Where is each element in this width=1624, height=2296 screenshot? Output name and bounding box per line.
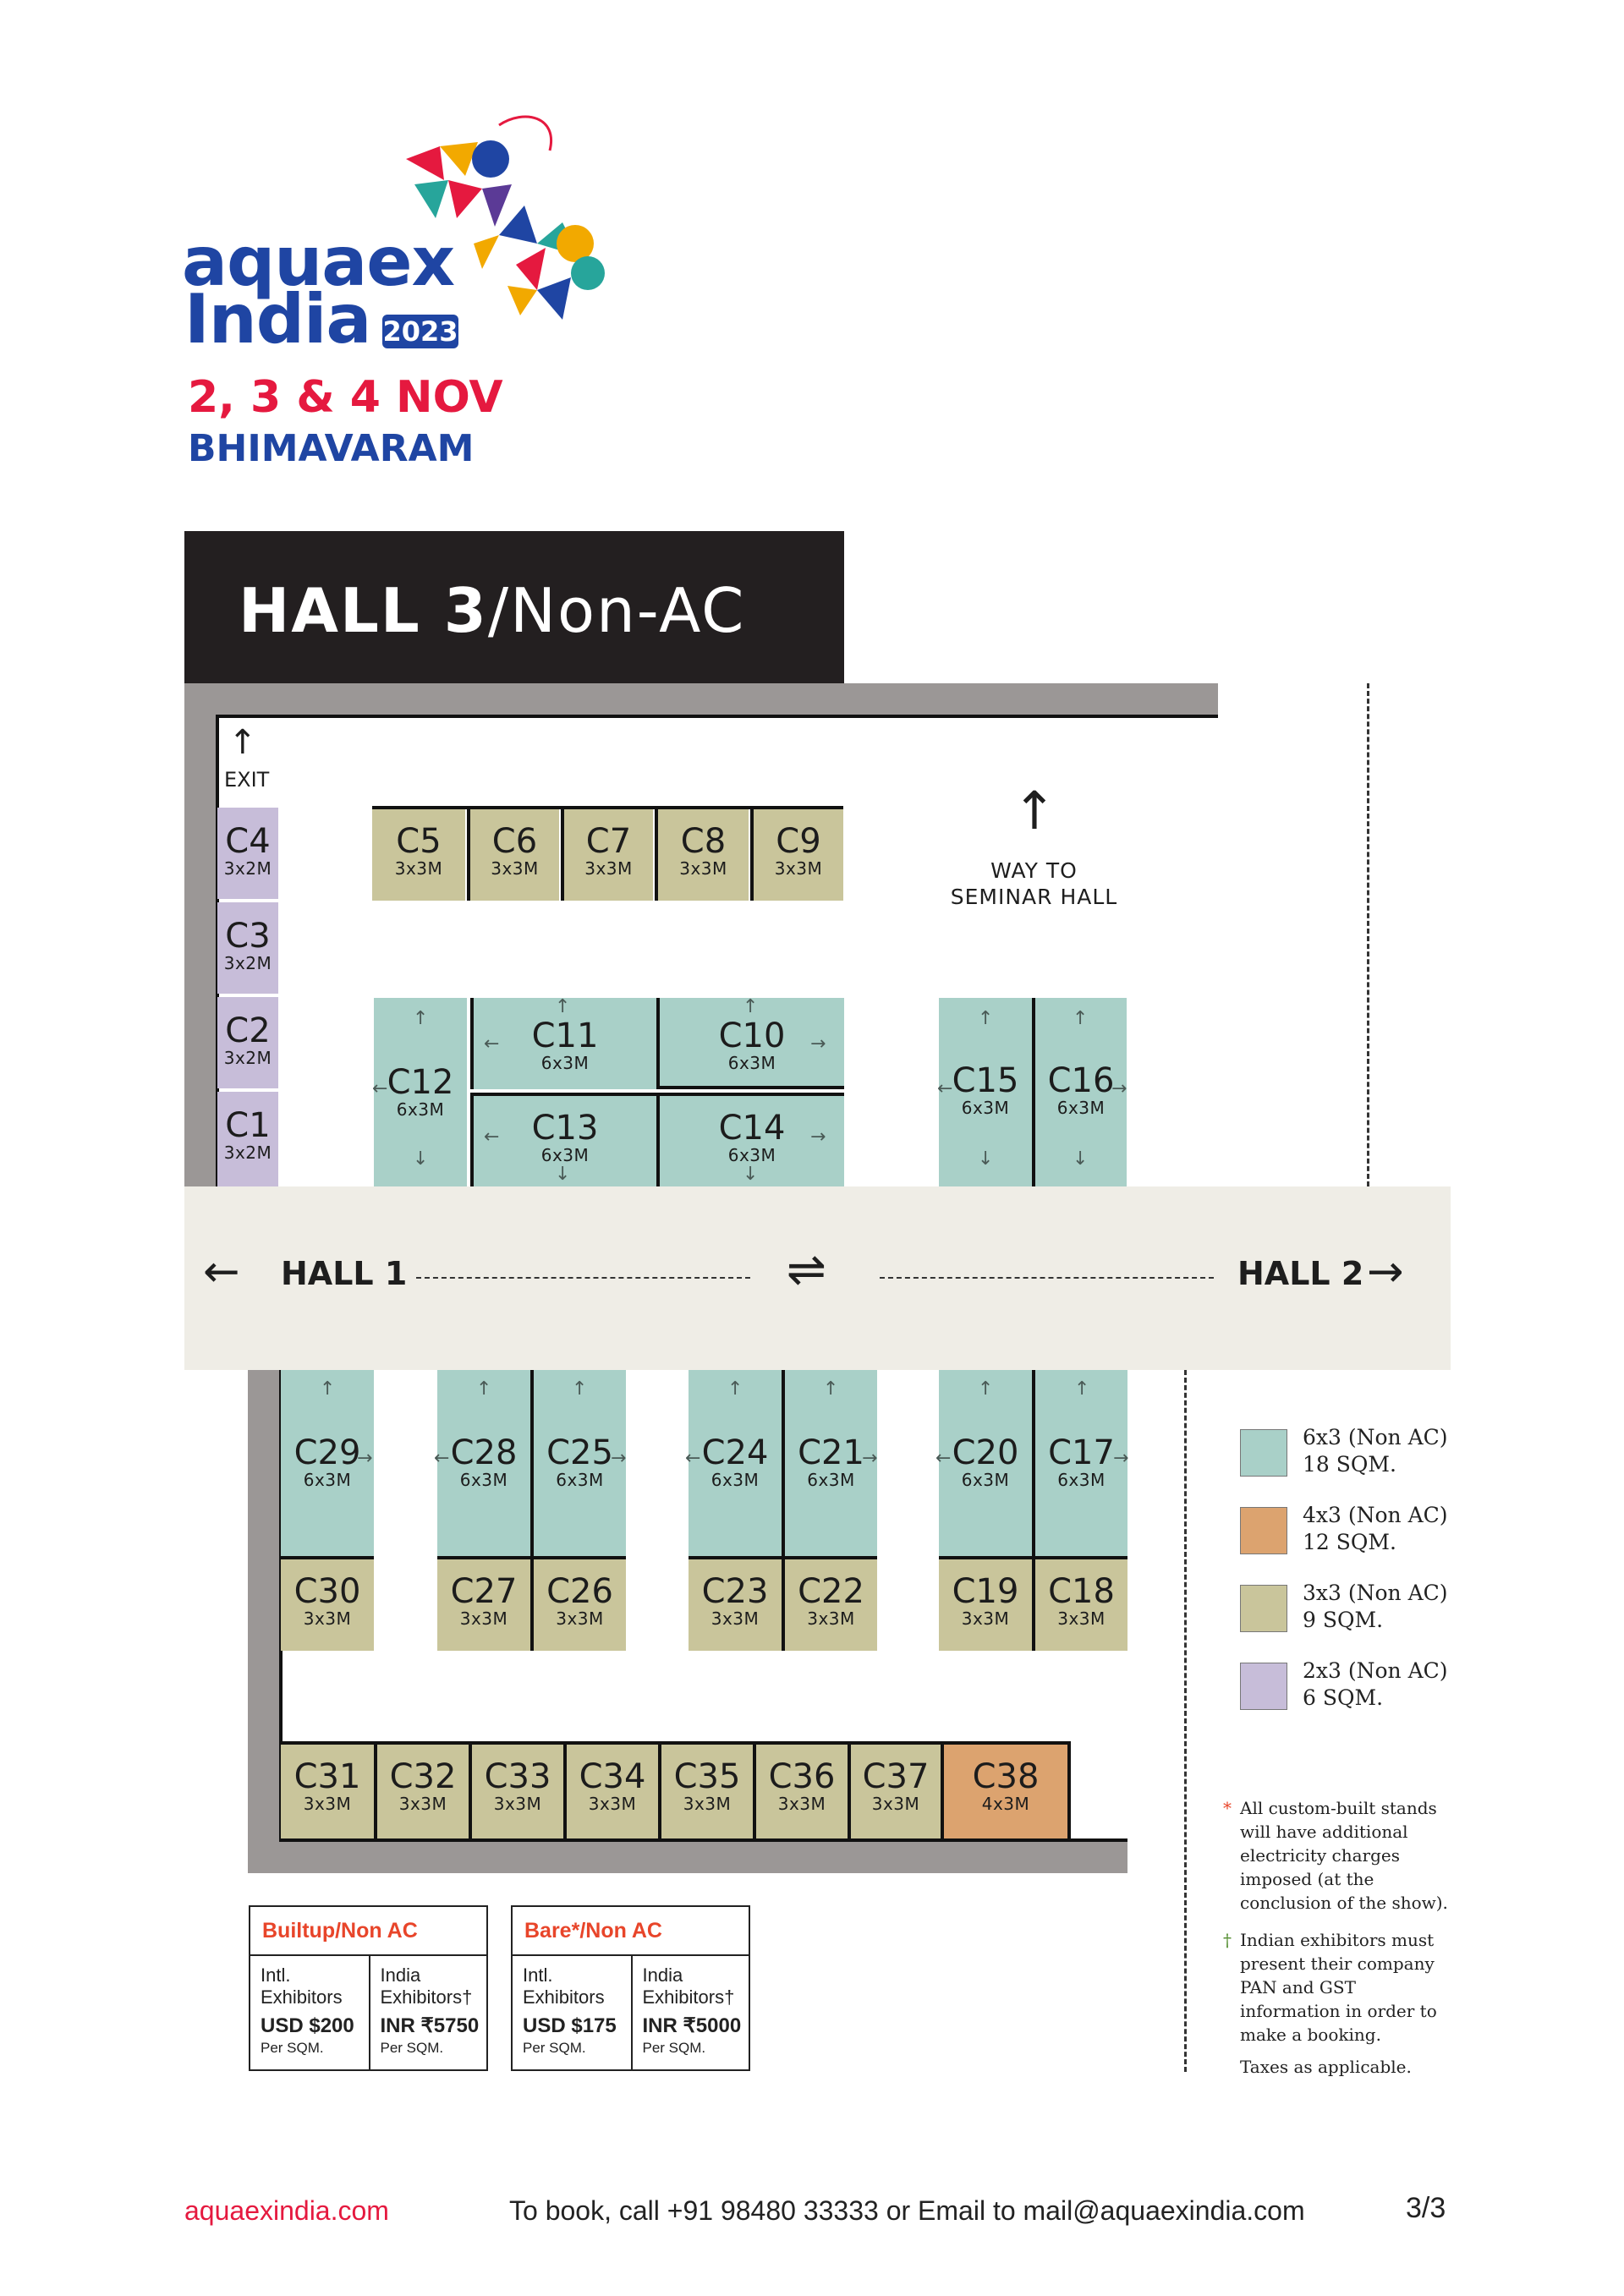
pricing-india-cell xyxy=(631,1956,749,2069)
note-line: will have additional xyxy=(1240,1822,1408,1842)
booth-id: C29 xyxy=(294,1433,361,1472)
year-badge: 2023 xyxy=(382,315,458,348)
booth-size: 3x3M xyxy=(556,1608,604,1629)
pricing-label: Intl. xyxy=(523,1964,553,1986)
note-line: conclusion of the show). xyxy=(1240,1893,1448,1913)
two-way-arrow-icon: ⇌ xyxy=(787,1242,826,1297)
booth-size: 6x3M xyxy=(303,1470,352,1490)
note-taxes: Taxes as applicable. xyxy=(1240,2057,1412,2077)
legend-line1: 6x3 (Non AC) xyxy=(1303,1425,1448,1449)
note-line: All custom-built stands xyxy=(1240,1798,1437,1818)
booth-size: 3x3M xyxy=(491,858,539,879)
legend-swatch-6x3 xyxy=(1240,1429,1287,1477)
arrow-down-icon: ↓ xyxy=(555,1164,571,1185)
hall1-arrow-icon[interactable]: ← xyxy=(203,1247,240,1297)
arrow-up-icon: ↑ xyxy=(743,996,759,1017)
legend-text-6x3 xyxy=(1303,1424,1448,1478)
c38-right-edge xyxy=(1067,1741,1071,1842)
pricing-value: INR ₹5750 xyxy=(380,2014,480,2037)
booth-size: 6x3M xyxy=(727,1145,776,1165)
booth-size: 3x3M xyxy=(961,1608,1010,1629)
booth-id: C15 xyxy=(952,1061,1019,1100)
hall1-label[interactable]: HALL 1 xyxy=(281,1255,408,1292)
arrow-left-icon: ← xyxy=(935,1448,952,1469)
arrow-up-icon: ↑ xyxy=(978,1378,994,1400)
hall-title-bold: HALL 3 xyxy=(239,575,488,646)
arrow-left-icon: ← xyxy=(484,1033,500,1055)
booth-id: C17 xyxy=(1048,1433,1115,1472)
arrow-left-icon: ← xyxy=(484,1126,500,1148)
pricing-label: India xyxy=(380,1964,421,1986)
legend-line1: 4x3 (Non AC) xyxy=(1303,1503,1448,1527)
arrow-left-icon: ← xyxy=(685,1448,701,1469)
legend-line2: 12 SQM. xyxy=(1303,1530,1396,1554)
exit-label[interactable]: EXIT xyxy=(224,768,270,792)
event-dates: 2, 3 & 4 NOV xyxy=(188,372,503,423)
seminar-label-line1: WAY TO xyxy=(990,858,1078,883)
arrow-up-icon: ↑ xyxy=(978,1008,994,1029)
arrow-up-icon: ↑ xyxy=(555,996,571,1017)
left-wall-lower xyxy=(248,1370,279,1873)
booth-c7[interactable] xyxy=(561,809,653,901)
arrow-left-icon: ← xyxy=(434,1448,450,1469)
note-line: PAN and GST xyxy=(1240,1977,1356,1997)
booth-size: 3x3M xyxy=(807,1608,855,1629)
seminar-label-line2: SEMINAR HALL xyxy=(950,885,1118,909)
legend-swatch-3x3 xyxy=(1240,1585,1287,1632)
booth-id: C4 xyxy=(225,822,271,861)
note-custom-built xyxy=(1240,1796,1448,1915)
pricing-india-cell xyxy=(369,1956,487,2069)
note-line: make a booking. xyxy=(1240,2025,1381,2045)
bottom-wall-edge xyxy=(279,1838,1127,1842)
booth-size: 3x3M xyxy=(679,858,727,879)
arrow-down-icon: ↓ xyxy=(413,1148,429,1170)
booth-size: 3x3M xyxy=(493,1794,542,1814)
note-indian-exhibitors xyxy=(1240,1928,1437,2047)
booth-id: C9 xyxy=(776,822,821,861)
booth-size: 3x2M xyxy=(223,953,272,973)
arrow-down-icon: ↓ xyxy=(1073,1148,1089,1170)
booth-c30[interactable] xyxy=(281,1556,374,1651)
footer-website-link[interactable]: aquaexindia.com xyxy=(184,2195,389,2226)
arrow-right-icon: → xyxy=(810,1033,826,1055)
booth-size: 3x3M xyxy=(774,858,823,879)
booth-size: 6x3M xyxy=(556,1470,604,1490)
booth-id: C5 xyxy=(396,822,442,861)
legend-line1: 3x3 (Non AC) xyxy=(1303,1581,1448,1605)
top-wall-edge xyxy=(216,715,1218,718)
note-line: information in order to xyxy=(1240,2001,1437,2021)
booth-id: C7 xyxy=(585,822,632,861)
arrow-right-icon: → xyxy=(1113,1448,1129,1469)
pricing-unit: Per SQM. xyxy=(523,2040,586,2056)
logo-word-aquaex: aquaex xyxy=(182,222,455,301)
arrow-up-icon: ↑ xyxy=(413,1008,429,1029)
arrow-right-icon: → xyxy=(357,1448,373,1469)
booth-id: C31 xyxy=(294,1757,361,1796)
booth-size: 3x3M xyxy=(459,1608,508,1629)
pricing-intl-cell xyxy=(250,1956,369,2069)
booth-c18[interactable] xyxy=(1032,1556,1127,1651)
arrow-right-icon: → xyxy=(1111,1078,1127,1099)
legend-line2: 18 SQM. xyxy=(1303,1452,1396,1477)
booth-c19[interactable] xyxy=(939,1556,1032,1651)
booth-id: C34 xyxy=(579,1757,646,1796)
arrow-right-icon: → xyxy=(611,1448,627,1469)
booth-id: C22 xyxy=(798,1572,864,1611)
booth-c4[interactable] xyxy=(217,808,278,899)
booth-size: 6x3M xyxy=(727,1053,776,1073)
pricing-label: Intl. xyxy=(261,1964,291,1986)
booth-c5[interactable] xyxy=(372,809,465,901)
arrow-right-icon: → xyxy=(862,1448,878,1469)
booth-id: C27 xyxy=(450,1572,518,1611)
hall-title-light: /Non-AC xyxy=(487,575,746,646)
pricing-table-builtup xyxy=(249,1905,488,2071)
exit-arrow-icon: ↑ xyxy=(228,723,257,762)
pricing-intl-cell xyxy=(513,1956,631,2069)
pricing-value: INR ₹5000 xyxy=(642,2014,742,2037)
top-wall xyxy=(184,683,1218,717)
arrow-down-icon: ↓ xyxy=(978,1148,994,1170)
booth-id: C30 xyxy=(294,1572,361,1611)
hall2-arrow-icon[interactable]: → xyxy=(1367,1247,1404,1297)
booth-c36[interactable] xyxy=(753,1745,848,1838)
booth-id: C13 xyxy=(531,1109,599,1148)
pricing-label: Exhibitors† xyxy=(380,1986,473,2008)
booth-size: 3x3M xyxy=(1057,1608,1106,1629)
booth-size: 3x3M xyxy=(584,858,633,879)
booth-id: C10 xyxy=(718,1016,786,1055)
hall-title xyxy=(239,575,745,646)
arrow-down-icon: ↓ xyxy=(743,1164,759,1185)
right-dashed-boundary-upper xyxy=(1367,683,1369,1186)
booth-id: C19 xyxy=(952,1572,1019,1611)
logo-word-india: India xyxy=(184,280,371,359)
left-wall-upper xyxy=(184,683,216,1188)
pricing-value: USD $200 xyxy=(261,2014,354,2037)
booth-size: 3x3M xyxy=(588,1794,637,1814)
arrow-right-icon: → xyxy=(810,1126,826,1148)
hall2-label[interactable]: HALL 2 xyxy=(1237,1255,1364,1292)
legend-text-2x3 xyxy=(1303,1658,1448,1712)
pricing-value: USD $175 xyxy=(523,2014,617,2037)
booth-id: C12 xyxy=(387,1063,454,1102)
booth-id: C3 xyxy=(225,917,271,956)
booth-id: C21 xyxy=(798,1433,864,1472)
arrow-up-icon: ↑ xyxy=(320,1378,336,1400)
page-number: 3/3 xyxy=(1406,2192,1446,2224)
seminar-label[interactable] xyxy=(947,858,1121,910)
booth-c38[interactable] xyxy=(941,1745,1067,1838)
booth-id: C18 xyxy=(1048,1572,1115,1611)
booth-size: 6x3M xyxy=(807,1470,855,1490)
booth-size: 6x3M xyxy=(459,1470,508,1490)
booth-id: C6 xyxy=(491,822,538,861)
booth-id: C37 xyxy=(862,1757,930,1796)
booth-size: 3x3M xyxy=(777,1794,826,1814)
seminar-arrow-icon: ↑ xyxy=(1012,780,1056,841)
booth-c8[interactable] xyxy=(655,809,749,901)
booth-id: C14 xyxy=(718,1109,786,1148)
pricing-label: Exhibitors† xyxy=(642,1986,735,2008)
arrow-up-icon: ↑ xyxy=(476,1378,492,1400)
booth-size: 3x2M xyxy=(223,1143,272,1163)
booth-id: C20 xyxy=(952,1433,1019,1472)
legend-line1: 2x3 (Non AC) xyxy=(1303,1658,1448,1683)
booth-size: 3x3M xyxy=(394,858,443,879)
booth-size: 3x2M xyxy=(223,858,272,879)
pricing-unit: Per SQM. xyxy=(380,2040,444,2056)
booth-c31[interactable] xyxy=(281,1745,374,1838)
arrow-left-icon: ← xyxy=(372,1078,388,1099)
pricing-table-bare xyxy=(511,1905,750,2071)
pricing-unit: Per SQM. xyxy=(261,2040,324,2056)
booth-c22[interactable] xyxy=(782,1556,877,1651)
footer-contact[interactable]: To book, call +91 98480 33333 or Email to mail@aquaexindia.com xyxy=(509,2195,1305,2226)
arrow-up-icon: ↑ xyxy=(1074,1378,1090,1400)
booth-size: 4x3M xyxy=(981,1794,1030,1814)
legend-text-4x3 xyxy=(1303,1502,1448,1556)
pricing-label: India xyxy=(642,1964,683,1986)
booth-c32[interactable] xyxy=(374,1745,469,1838)
pricing-label: Exhibitors xyxy=(523,1986,605,2008)
booth-size: 6x3M xyxy=(961,1098,1010,1118)
arrow-up-icon: ↑ xyxy=(572,1378,588,1400)
booth-id: C35 xyxy=(673,1757,741,1796)
island-top-edge xyxy=(656,1086,844,1089)
booth-c9[interactable] xyxy=(750,809,843,901)
note-line: Indian exhibitors must xyxy=(1240,1930,1435,1950)
booth-id: C8 xyxy=(680,822,727,861)
booth-id: C25 xyxy=(546,1433,613,1472)
legend-swatch-4x3 xyxy=(1240,1507,1287,1554)
booth-c27[interactable] xyxy=(437,1556,530,1651)
booth-size: 3x2M xyxy=(223,1048,272,1068)
booth-id: C24 xyxy=(701,1433,769,1472)
booth-size: 6x3M xyxy=(961,1470,1010,1490)
booth-size: 6x3M xyxy=(540,1053,590,1073)
booth-id: C2 xyxy=(225,1011,271,1050)
pricing-title: Builtup/Non AC xyxy=(250,1907,486,1956)
booth-id: C23 xyxy=(701,1572,769,1611)
legend-line2: 9 SQM. xyxy=(1303,1608,1384,1632)
booth-c34[interactable] xyxy=(563,1745,658,1838)
booth-c26[interactable] xyxy=(530,1556,626,1651)
note-line: imposed (at the xyxy=(1240,1869,1374,1889)
booth-id: C11 xyxy=(531,1016,599,1055)
booth-size: 6x3M xyxy=(1056,1098,1106,1118)
booth-c2[interactable] xyxy=(217,997,278,1088)
booth-id: C26 xyxy=(546,1572,613,1611)
booth-c37[interactable] xyxy=(848,1745,941,1838)
corridor-dash-left xyxy=(416,1277,750,1279)
booth-size: 3x3M xyxy=(303,1794,352,1814)
booth-id: C33 xyxy=(484,1757,551,1796)
booth-size: 3x3M xyxy=(710,1608,760,1629)
booth-size: 3x3M xyxy=(303,1608,352,1629)
corridor-dash-right xyxy=(880,1277,1214,1279)
bottom-wall xyxy=(248,1842,1127,1873)
pricing-title: Bare*/Non AC xyxy=(513,1907,749,1956)
arrow-up-icon: ↑ xyxy=(823,1378,839,1400)
booth-id: C32 xyxy=(389,1757,457,1796)
booth-c35[interactable] xyxy=(658,1745,753,1838)
booth-size: 6x3M xyxy=(396,1099,445,1120)
booth-id: C1 xyxy=(225,1106,271,1145)
booth-c33[interactable] xyxy=(469,1745,563,1838)
legend-line2: 6 SQM. xyxy=(1303,1685,1384,1710)
booth-id: C28 xyxy=(450,1433,518,1472)
event-city: BHIMAVARAM xyxy=(188,427,475,470)
booth-id: C36 xyxy=(768,1757,836,1796)
booth-size: 6x3M xyxy=(540,1145,590,1165)
booth-size: 3x3M xyxy=(683,1794,732,1814)
legend-text-3x3 xyxy=(1303,1580,1448,1634)
booth-id: C16 xyxy=(1047,1061,1115,1100)
note-line: electricity charges xyxy=(1240,1845,1401,1866)
legend-swatch-2x3 xyxy=(1240,1663,1287,1710)
booth-size: 6x3M xyxy=(1057,1470,1106,1490)
right-dashed-boundary-lower xyxy=(1184,1370,1187,2072)
arrow-left-icon: ← xyxy=(937,1078,953,1099)
note-custom-mark: * xyxy=(1223,1798,1232,1818)
arrow-up-icon: ↑ xyxy=(1073,1008,1089,1029)
pricing-label: Exhibitors xyxy=(261,1986,343,2008)
booth-id: C38 xyxy=(972,1757,1040,1796)
note-indian-mark: † xyxy=(1223,1930,1232,1950)
booth-size: 3x3M xyxy=(871,1794,920,1814)
arrow-up-icon: ↑ xyxy=(727,1378,743,1400)
booth-c1[interactable] xyxy=(217,1092,278,1186)
pricing-unit: Per SQM. xyxy=(642,2040,706,2056)
note-line: present their company xyxy=(1240,1954,1435,1974)
booth-c3[interactable] xyxy=(217,902,278,994)
booth-c6[interactable] xyxy=(467,809,559,901)
booth-c23[interactable] xyxy=(689,1556,782,1651)
booth-size: 3x3M xyxy=(398,1794,447,1814)
booth-size: 6x3M xyxy=(710,1470,760,1490)
